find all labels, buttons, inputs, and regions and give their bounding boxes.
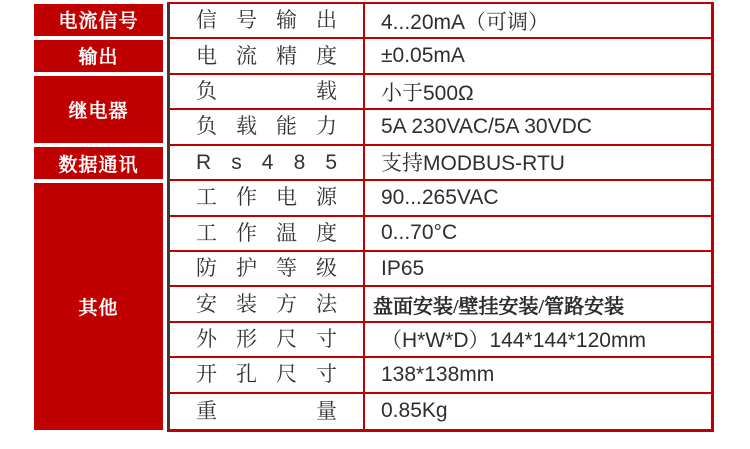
- param-cell: [170, 358, 365, 391]
- table-row: [170, 4, 711, 39]
- param-cell: [170, 146, 365, 179]
- table-row: [170, 287, 711, 322]
- category-label: 输出: [78, 47, 119, 69]
- param-label: R s 4 8 5: [196, 150, 337, 174]
- param-label: 负 载: [196, 80, 337, 104]
- value-cell: （H*W*D）144*144*120mm: [381, 329, 646, 353]
- spec-rows: [167, 2, 714, 432]
- table-row: [170, 39, 711, 74]
- table-row: [170, 394, 711, 429]
- param-cell: [170, 217, 365, 250]
- param-label: 外 形 尺 寸: [196, 327, 337, 351]
- category-column: [34, 2, 163, 432]
- table-row: [170, 217, 711, 252]
- category-label: 电流信号: [58, 11, 139, 33]
- value-cell: ±0.05mA: [381, 44, 465, 68]
- value-cell: 0.85Kg: [381, 399, 448, 423]
- value-cell: 支持MODBUS-RTU: [381, 152, 565, 176]
- param-cell: [170, 4, 365, 37]
- param-cell: [170, 323, 365, 356]
- param-label: 电 流 精 度: [196, 44, 337, 68]
- param-cell: [170, 75, 365, 108]
- table-row: [170, 146, 711, 181]
- table-row: [170, 323, 711, 358]
- category-cell-relay: [34, 76, 163, 144]
- value-cell: 小于500Ω: [381, 81, 474, 105]
- table-row: [170, 252, 711, 287]
- value-cell: 138*138mm: [381, 362, 495, 386]
- param-label: 工 作 温 度: [196, 221, 337, 245]
- table-row: [170, 75, 711, 110]
- value-cell: 0...70°C: [381, 221, 458, 245]
- param-cell: [170, 394, 365, 429]
- value-cell: IP65: [381, 256, 425, 280]
- value-cell: 90...265VAC: [381, 185, 499, 209]
- param-label: 安 装 方 法: [196, 292, 337, 316]
- table-row: [170, 358, 711, 393]
- value-cell: 4...20mA（可调）: [381, 10, 550, 34]
- category-cell-other: [34, 183, 163, 430]
- table-row: [170, 181, 711, 216]
- param-cell: [170, 110, 365, 143]
- category-cell-data-comm: [34, 147, 163, 179]
- category-label: 继电器: [68, 100, 129, 122]
- param-cell: [170, 39, 365, 72]
- table-row: [170, 110, 711, 145]
- param-label: 信 号 输 出: [196, 9, 337, 33]
- category-cell-output: [34, 40, 163, 72]
- param-label: 防 护 等 级: [196, 257, 337, 281]
- param-label: 工 作 电 源: [196, 186, 337, 210]
- param-label: 负 载 能 力: [196, 115, 337, 139]
- value-cell: 5A 230VAC/5A 30VDC: [381, 114, 592, 138]
- param-cell: [170, 287, 365, 320]
- param-cell: [170, 181, 365, 214]
- param-label: 重 量: [196, 399, 337, 423]
- category-label: 数据通讯: [58, 154, 139, 176]
- value-cell: 盘面安装/壁挂安装/管路安装: [373, 295, 625, 318]
- spec-table: [34, 2, 714, 432]
- param-cell: [170, 252, 365, 285]
- param-label: 开 孔 尺 寸: [196, 363, 337, 387]
- category-label: 其他: [78, 298, 119, 320]
- category-cell-current-signal: [34, 4, 163, 36]
